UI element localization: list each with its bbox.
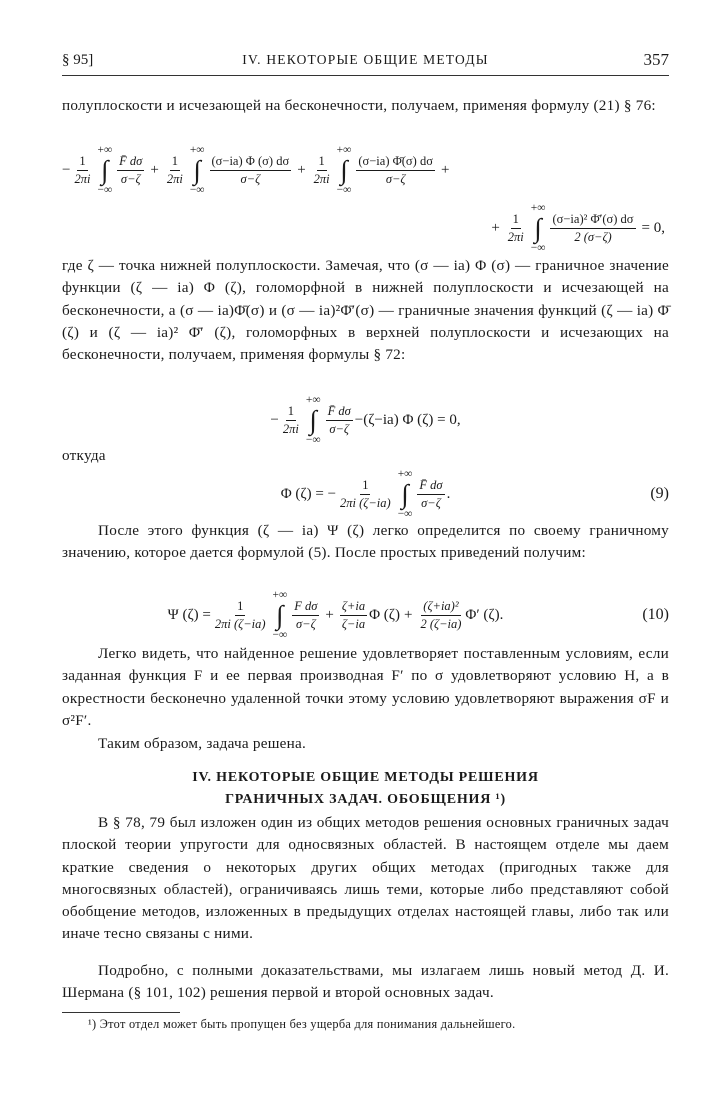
eq10-fraction-3: $\frac{\text{(ζ+ia)²}}{2 (\zeta-ia)}$ [420,598,462,631]
equation-9 [62,465,669,523]
eq1-term-4: $\frac{\text{(σ−ia)² Φ̄′(σ) dσ}}{2 (\sigma-\zeta)}$ [552,211,634,244]
eq2-term-1: $\frac{F̄ d\sigma}{\sigma-\zeta}$ [327,403,351,436]
eq2-integral: +∞ ∫ −∞ [305,394,321,446]
paragraph-4: Легко видеть, что найденное решение удовлетворяет поставленным условиям, если заданная функция F и ее первая производная F′ по σ удовлетворяют условию H, а в окрестности бесконечно удаленной точки этому условию удовлетворяют выражения σF и σ²F′. [62,645,669,729]
eq2-rest: −(ζ−ia) Φ (ζ) = 0, [354,411,461,428]
eq1-integral-2: +∞ ∫ −∞ [189,144,205,196]
paragraph-5: Таким образом, задача решена. [98,735,307,752]
eq2-coef: $\frac{1}{2\pi i}$ [282,403,299,436]
eq9-end: . [446,485,451,502]
header-running-title: IV. НЕКОТОРЫЕ ОБЩИЕ МЕТОДЫ [242,52,489,67]
eq1-integral-4: +∞ ∫ −∞ [530,202,546,254]
paragraph-6: В § 78, 79 был изложен один из общих методов решения основных граничных задач плоской теории упругости для односвязных областей. В настоящем отделе мы даем краткие сведения о некоторых других общих методах (пригодных также для многосвязных областей), ограничиваясь лишь теми, которые либо представляют собой обобщение методов, изложенных в предыдущих отделах настоящей главы, либо так или иначе тесно связаны с ними. [62,814,669,943]
eq9-coef: $\frac{1}{2\pi i (\zeta-ia)}$ [340,477,391,510]
otkuda-word: откуда [62,447,106,464]
eq10-fraction-2: $\frac{\zeta+ia}{\zeta-ia}$ [341,598,366,631]
eq1-term-2: $\frac{(\sigma-ia) \Phi (\sigma) d\sigma}{\sigma-\zeta}$ [211,153,290,186]
footnote: ¹) Этот отдел может быть пропущен без ущерба для понимания дальнейшего. [88,1017,516,1031]
section-heading [62,767,669,811]
section-heading-line-2: ГРАНИЧНЫХ ЗАДАЧ. ОБОБЩЕНИЯ ¹) [225,792,506,807]
eq9-lhs: Φ (ζ) = − [280,485,337,502]
eq10-plus-2: + [404,606,413,623]
eq1-plus-1: + [150,161,159,178]
eq1-plus-4: + [491,219,500,236]
eq1-coef-1: $\frac{1}{2\pi i}$ [74,153,91,186]
footnote-rule [62,1012,180,1013]
paragraph-2: где ζ — точка нижней полуплоскости. Замечая, что (σ — ia) Φ (σ) — граничное значение функции (ζ — ia) Φ (ζ), голоморфной в нижней полуплоскости и исчезающей на бесконечности, а (σ — ia)Φ̄(σ) и (σ — ia)²Φ̄′(σ) — граничные значения функций (ζ — ia) Φ̄ (ζ) и (ζ — ia)² Φ̄′ (ζ), голоморфных в верхней полуплоскости и исчезающих на бесконечности, получаем, применяя формулы § 72: [62,257,669,364]
eq1-plus-3: + [440,161,450,178]
header-section: § 95] [62,52,94,68]
paragraph-3: После этого функция (ζ — ia) Ψ (ζ) легко определится по своему граничному значению, которое дается формулой (5). После простых приведений получим: [62,522,669,562]
eq1-rhs: = 0, [641,219,665,236]
equation-1-line-1 [62,142,669,198]
equation-number-9: (9) [650,485,669,502]
section-heading-line-1: IV. НЕКОТОРЫЕ ОБЩИЕ МЕТОДЫ РЕШЕНИЯ [192,770,539,785]
page-number: 357 [643,50,669,69]
equation-number-10: (10) [642,606,669,623]
header-rule [62,75,669,76]
eq1-plus-2: + [297,161,306,178]
eq10-phi: Φ (ζ) [369,606,401,623]
eq1-coef-4: $\frac{1}{2\pi i}$ [507,211,524,244]
eq1-coef-3: $\frac{1}{2\pi i}$ [313,153,330,186]
paragraph-1: полуплоскости и исчезающей на бесконечности, получаем, применяя формулу (21) § 76: [62,97,656,114]
eq1-coef-2: $\frac{1}{2\pi i}$ [166,153,183,186]
eq10-coef: $\frac{1}{2\pi i (\zeta-ia)}$ [214,598,266,631]
eq10-term-1: $\frac{\text{F dσ}}{\sigma-\zeta}$ [294,598,318,631]
eq10-phi-prime: Φ′ (ζ). [465,606,504,623]
eq1-integral-1: +∞ ∫ −∞ [97,144,113,196]
running-header [62,50,669,74]
equation-10 [62,586,669,644]
eq1-term-1: $\frac{F̄ d\sigma}{\sigma-\zeta}$ [119,153,143,186]
equation-2 [62,392,669,448]
equation-1-line-2 [62,200,669,256]
eq10-integral: +∞ ∫ −∞ [272,589,288,641]
eq2-minus: − [270,411,279,428]
eq9-integral: +∞ ∫ −∞ [397,468,413,520]
eq10-plus-1: + [325,606,334,623]
eq1-minus: − [62,161,71,178]
paragraph-7: Подробно, с полными доказательствами, мы излагаем лишь новый метод Д. И. Шермана (§ 101, 102) решения первой и второй основных задач. [62,962,669,1002]
eq9-term-1: $\frac{F̄ d\sigma}{\sigma-\zeta}$ [419,477,443,510]
eq1-term-3: $\frac{(\sigma-ia) \Phī(\sigma) d\sigma}{\sigma-\zeta}$ [358,153,433,186]
eq1-integral-3: +∞ ∫ −∞ [336,144,352,196]
eq10-lhs: Ψ (ζ) = [167,606,211,623]
